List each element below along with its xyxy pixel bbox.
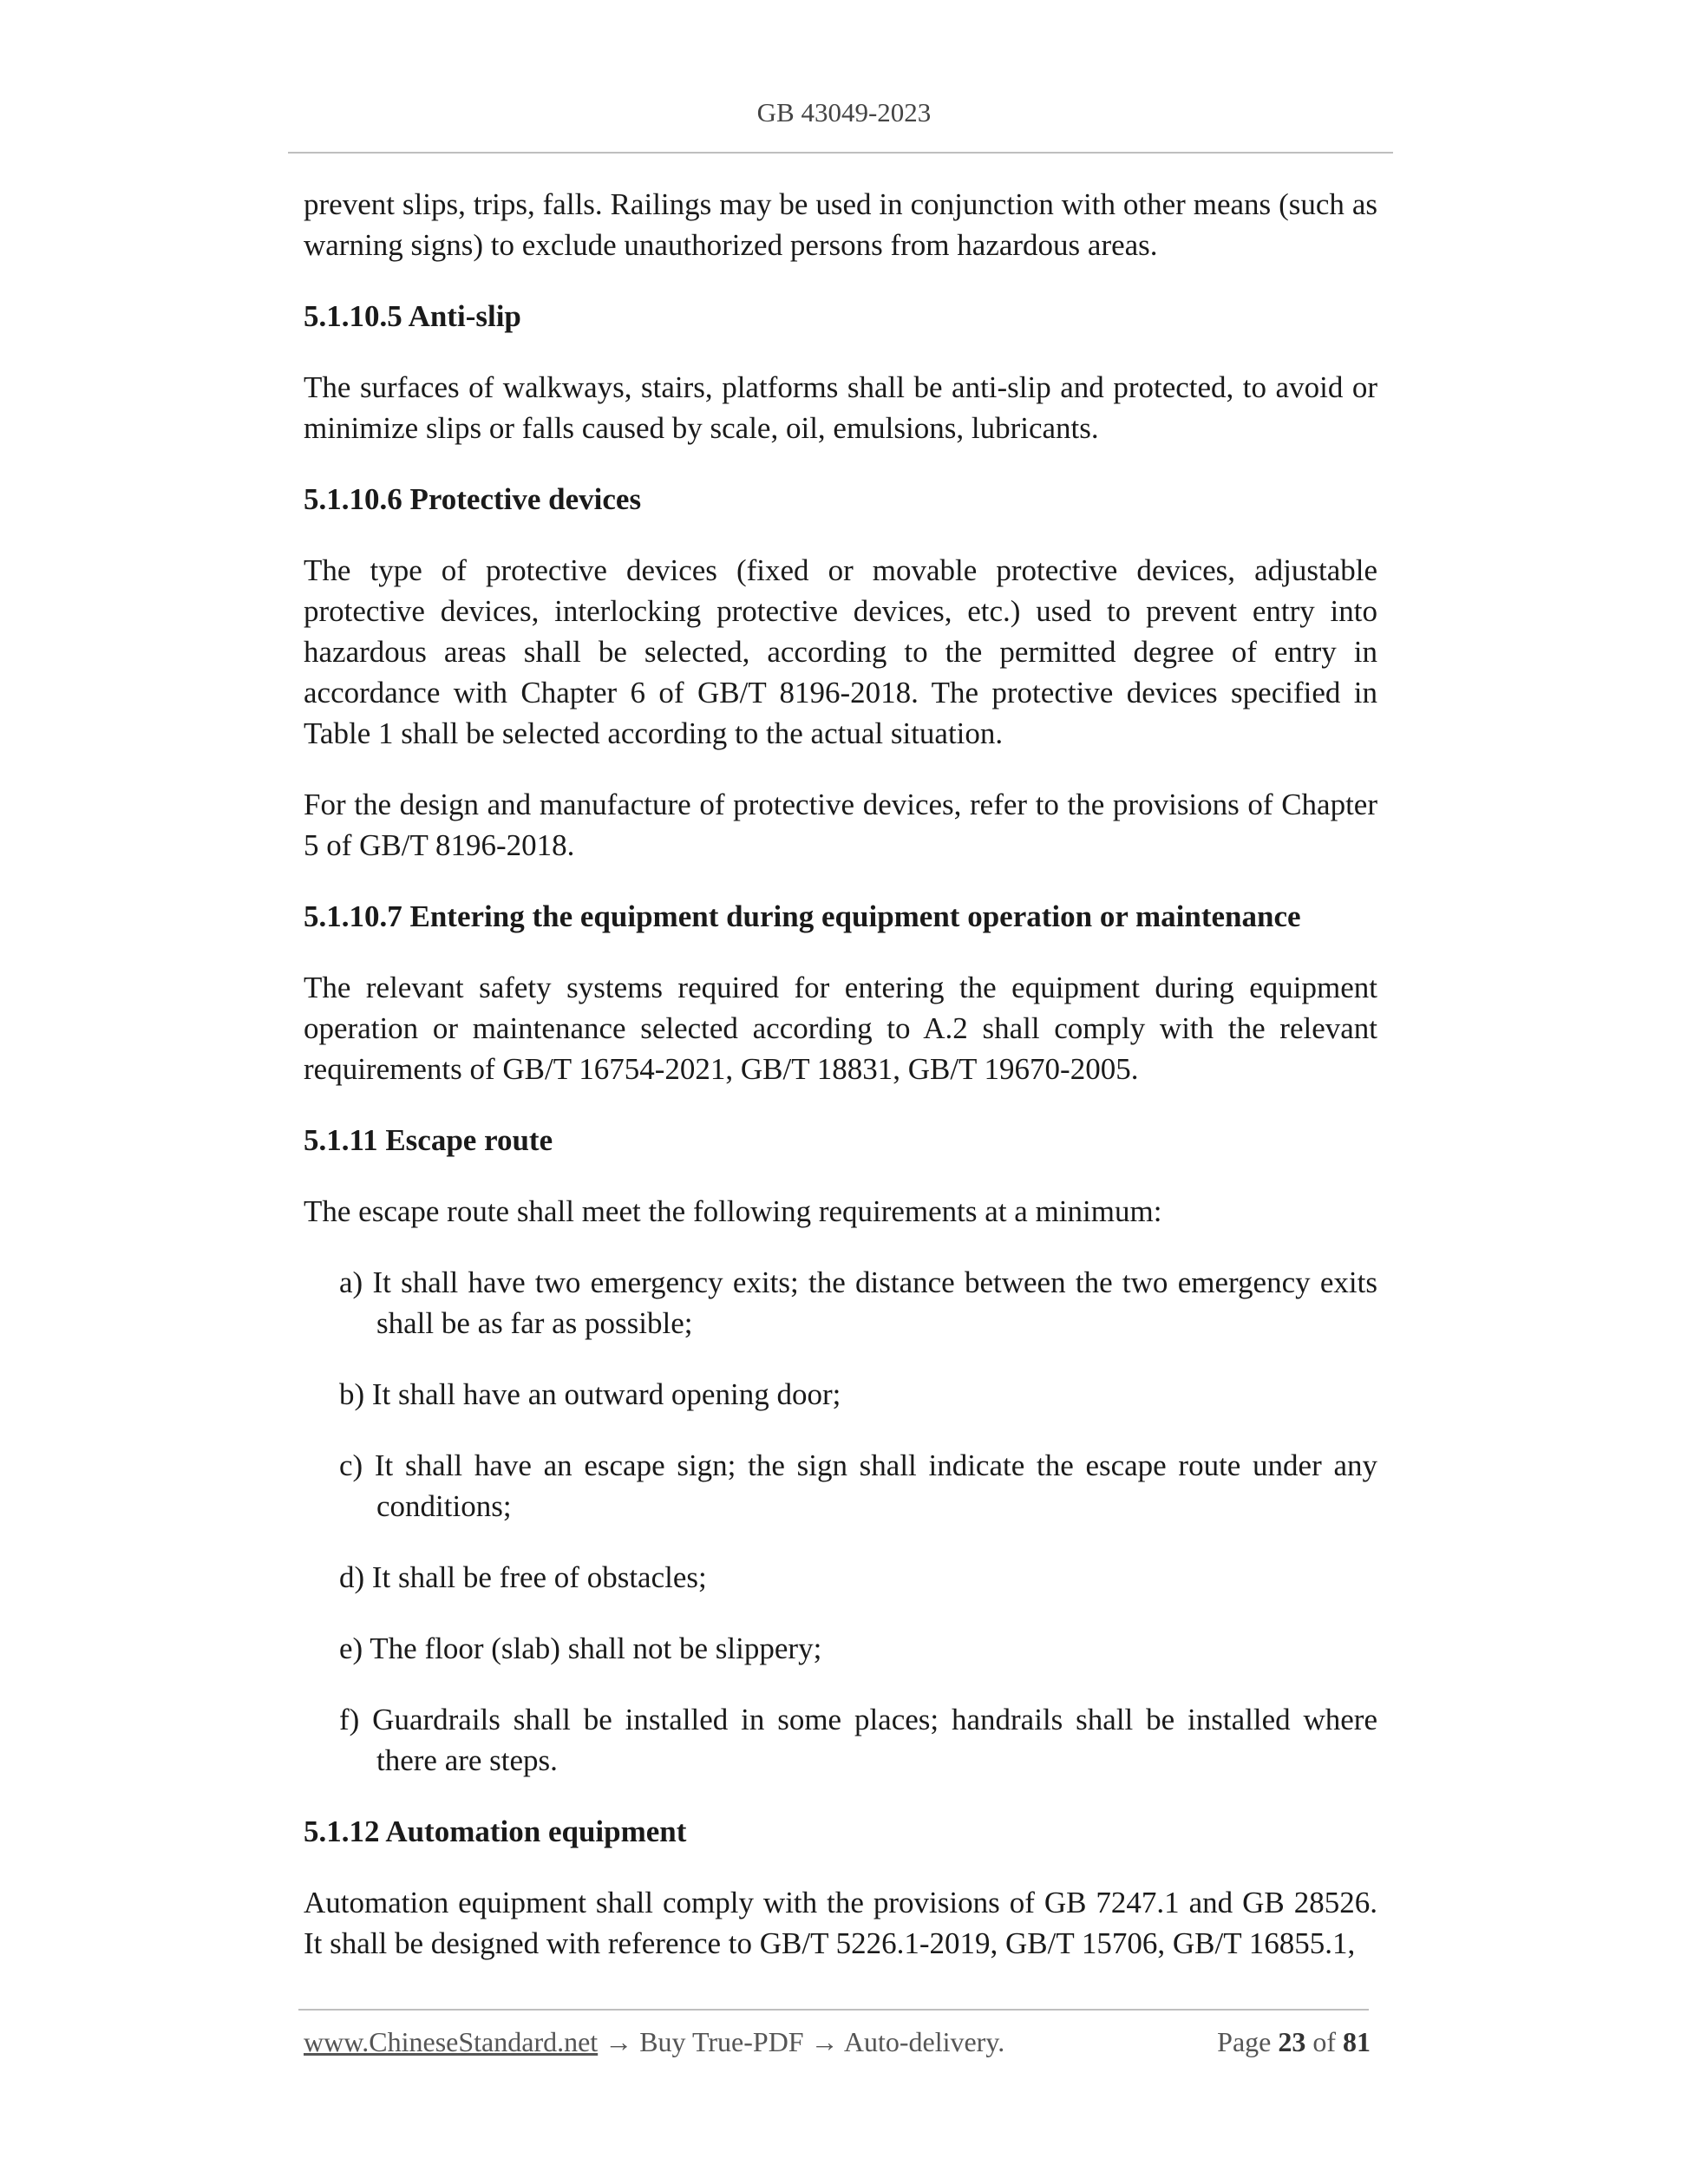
page-number: 23 — [1278, 2026, 1306, 2057]
heading-protective-devices: 5.1.10.6 Protective devices — [304, 482, 642, 516]
footer-divider — [298, 2009, 1369, 2011]
paragraph-escape-route: The escape route shall meet the following requirements at a minimum: — [304, 1194, 1162, 1228]
list-item: e) The floor (slab) shall not be slippery; — [339, 1631, 822, 1665]
page-label: Page — [1217, 2026, 1272, 2057]
page-footer — [304, 2026, 1371, 2058]
paragraph-automation-equipment: Automation equipment shall comply with the provisions of GB 7247.1 and GB 28526. It shall be designed with reference to GB/T 5226.1-2019, GB/T 15706, GB/T 16855.1, — [304, 1886, 1377, 1960]
list-item: d) It shall be free of obstacles; — [339, 1560, 707, 1594]
paragraph-protective-devices-design: For the design and manufacture of protective devices, refer to the provisions of Chapter 5 of GB/T 8196-2018. — [304, 788, 1377, 862]
escape-route-requirements-list — [304, 1262, 1377, 1781]
footer-left — [304, 2026, 1004, 2058]
paragraph-railings: prevent slips, trips, falls. Railings may be used in conjunction with other means (such as warning signs) to exclude unauthorized persons from hazardous areas. — [304, 187, 1377, 262]
heading-anti-slip: 5.1.10.5 Anti-slip — [304, 299, 521, 333]
heading-entering-equipment: 5.1.10.7 Entering the equipment during equipment operation or maintenance — [304, 899, 1301, 933]
list-item: f) Guardrails shall be installed in some places; handrails shall be installed where there are steps. — [339, 1703, 1377, 1777]
document-id: GB 43049-2023 — [756, 97, 932, 128]
of-label: of — [1312, 2026, 1336, 2057]
site-link[interactable]: www.ChineseStandard.net — [304, 2026, 599, 2057]
list-item: c) It shall have an escape sign; the sign shall indicate the escape route under any conditions; — [339, 1448, 1377, 1523]
total-pages: 81 — [1343, 2026, 1371, 2057]
header-divider — [288, 152, 1393, 154]
heading-automation-equipment: 5.1.12 Automation equipment — [304, 1815, 687, 1848]
page-indicator — [1217, 2026, 1371, 2058]
footer-tagline: → Buy True-PDF → Auto-delivery. — [598, 2026, 1005, 2057]
paragraph-entering-equipment: The relevant safety systems required for entering the equipment during equipment operation or maintenance selected according to A.2 shall comply with the relevant requirements of GB/T 16754-2021, GB/T 18831, GB/T 19670-2005. — [304, 971, 1377, 1086]
list-item: b) It shall have an outward opening door; — [339, 1377, 841, 1411]
paragraph-anti-slip: The surfaces of walkways, stairs, platforms shall be anti-slip and protected, to avoid or minimize slips or falls caused by scale, oil, emulsions, lubricants. — [304, 370, 1377, 445]
page-header — [0, 97, 1688, 128]
document-body — [304, 184, 1377, 1994]
heading-escape-route: 5.1.11 Escape route — [304, 1123, 553, 1157]
list-item: a) It shall have two emergency exits; the distance between the two emergency exits shall be as far as possible; — [339, 1265, 1377, 1340]
paragraph-protective-devices-type: The type of protective devices (fixed or movable protective devices, adjustable protective devices, interlocking protective devices, etc.) used to prevent entry into hazardous areas shall be selected, according to the permitted degree of entry in accordance with Chapter 6 of GB/T 8196-2018. The protective devices specified in Table 1 shall be selected according to the actual situation. — [304, 553, 1377, 750]
